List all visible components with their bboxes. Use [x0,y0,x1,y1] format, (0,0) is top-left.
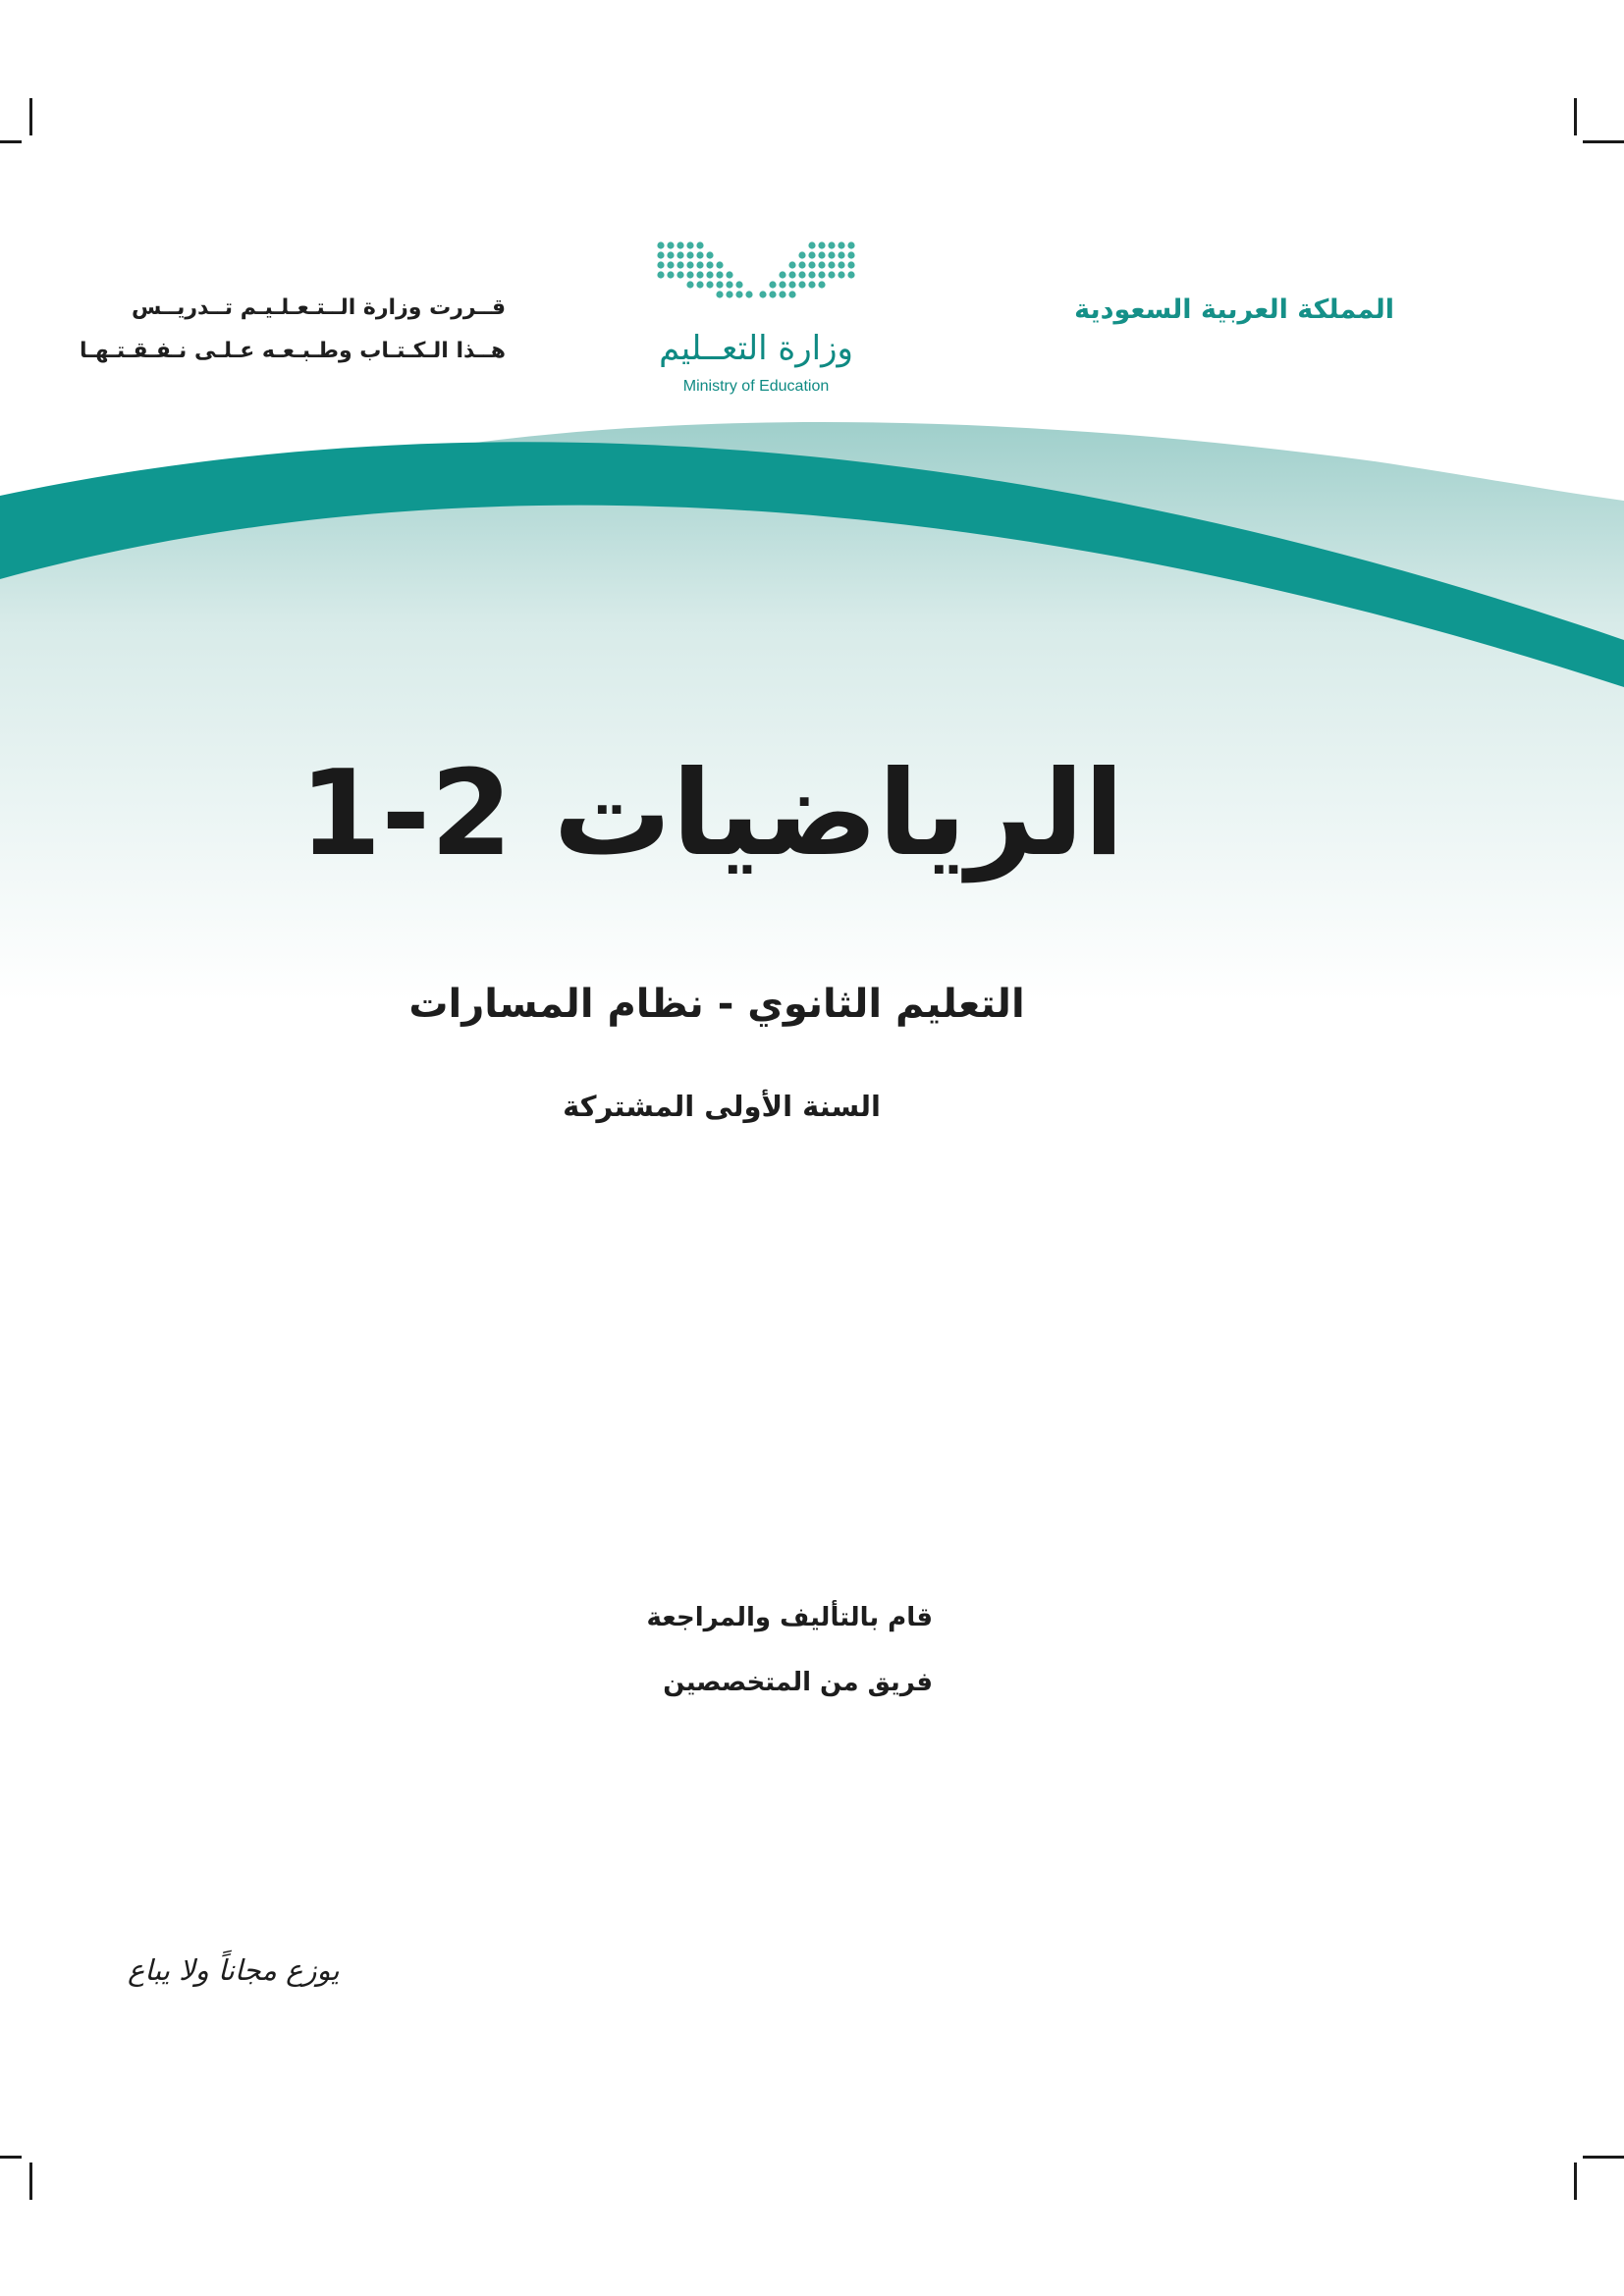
crop-mark-top-right-v [1574,98,1577,135]
credits [422,1585,933,1715]
credits-line-2: فريق من المتخصصين [663,1668,933,1697]
ministry-logo [633,236,879,407]
crop-mark-bottom-left-h [0,2156,22,2159]
crop-mark-top-left-v [29,98,32,135]
ministry-name-english: Ministry of Education [682,378,830,395]
crop-mark-bottom-left-v [29,2163,32,2200]
crop-mark-bottom-right-v [1574,2163,1577,2200]
book-year: السنة الأولى المشتركة [563,1090,881,1123]
kingdom-name: المملكة العربية السعودية [1074,294,1394,325]
ministry-name-arabic: وزارة التعــليم [659,329,853,368]
free-distribution-note: يوزع مجاناً ولا يباع [128,1953,340,1987]
approval-statement [80,287,506,373]
credits-line-1: قام بالتأليف والمراجعة [646,1603,933,1632]
approval-line-1: قــررت وزارة الــتـعـلـيـم تــدريــس [131,295,506,320]
book-title: الرياضيات 2-1 [298,746,1125,882]
crop-mark-top-left-h [0,140,22,143]
ministry-logo-dots-icon [633,236,879,324]
crop-mark-top-right-h [1583,140,1624,143]
approval-line-2: هــذا الـكـتـاب وطـبـعـه عـلـى نـفـقـتـهـا [80,339,506,363]
cover-swoosh-band [0,393,1624,1001]
book-subtitle: التعليم الثانوي - نظام المسارات [408,982,1025,1027]
crop-mark-bottom-right-h [1583,2156,1624,2159]
